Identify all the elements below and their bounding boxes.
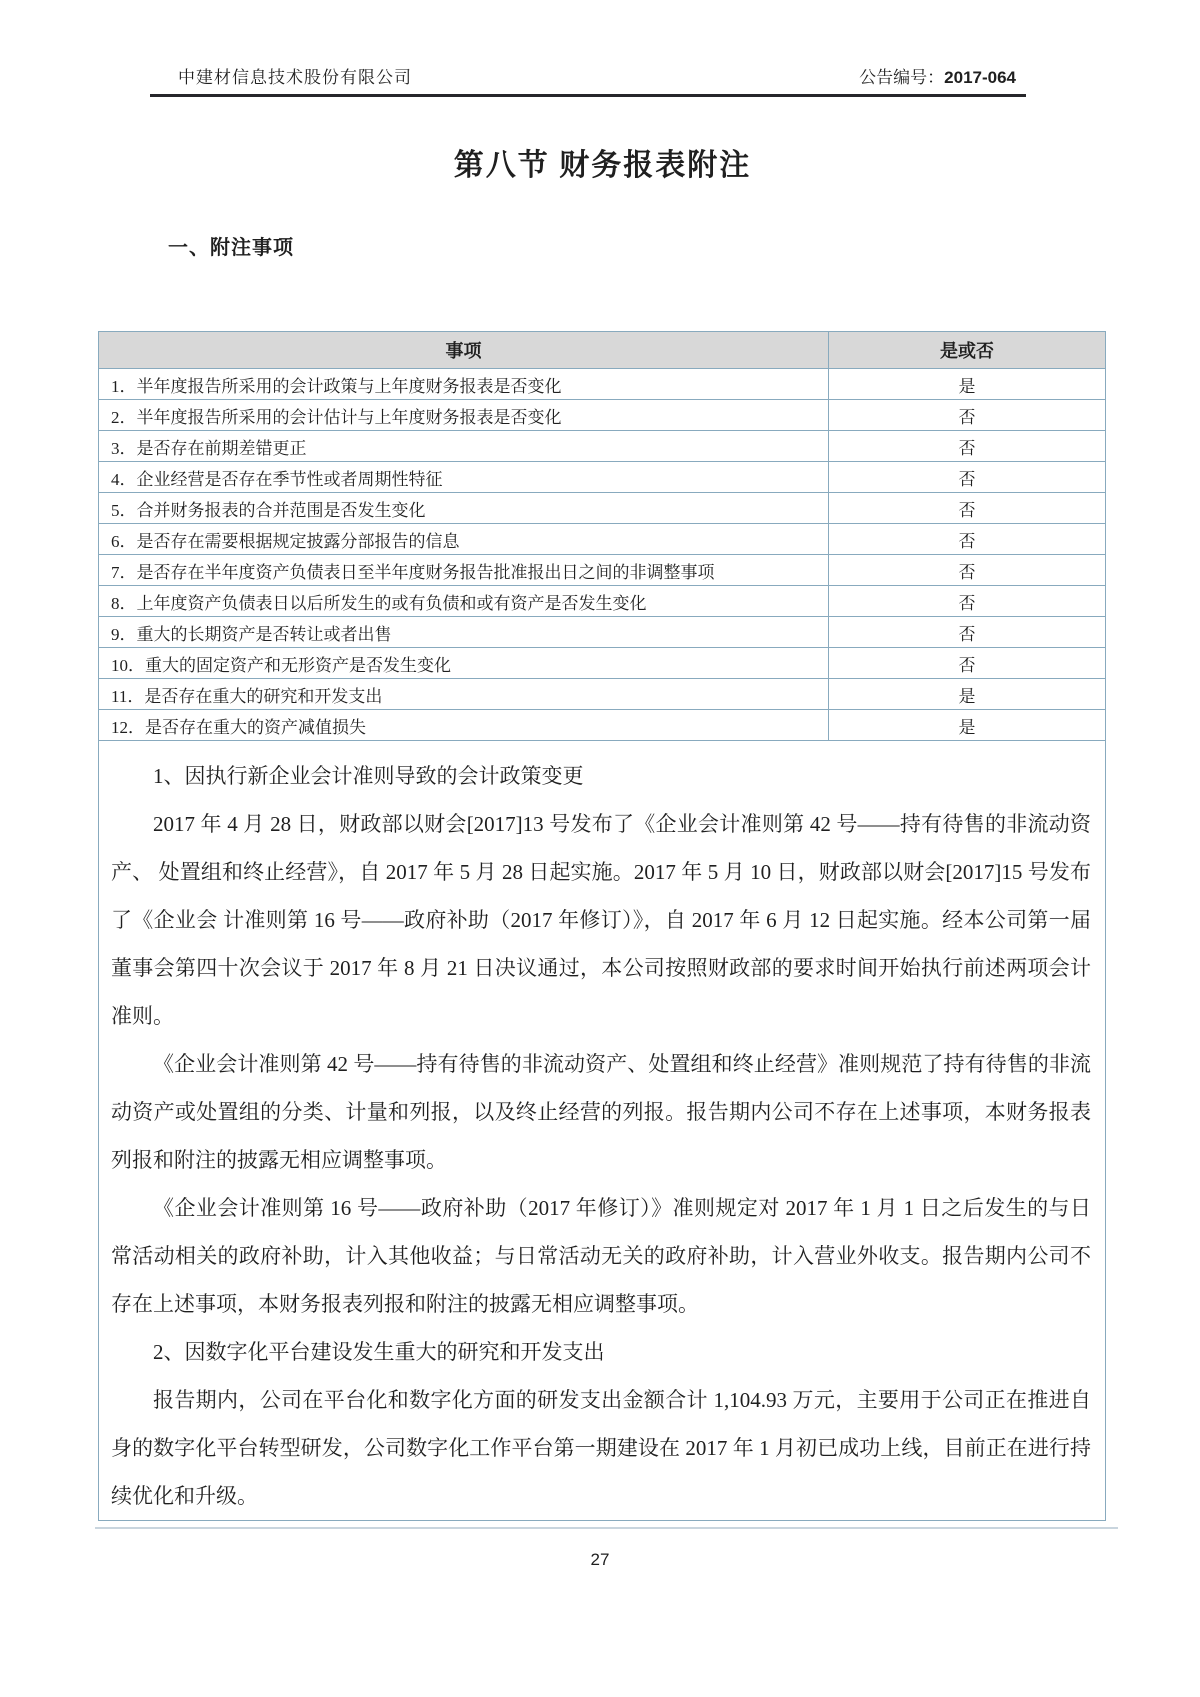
table-row (99, 648, 1106, 679)
answer-cell: 否 (829, 431, 1106, 462)
item-cell: 12．是否存在重大的资产减值损失 (99, 710, 829, 741)
table-row (99, 400, 1106, 431)
item-cell: 6．是否存在需要根据规定披露分部报告的信息 (99, 524, 829, 555)
answer-cell: 是 (829, 679, 1106, 710)
table-row (99, 710, 1106, 741)
table-row (99, 493, 1106, 524)
item-cell: 7．是否存在半年度资产负债表日至半年度财务报告批准报出日之间的非调整事项 (99, 555, 829, 586)
document-title: 第八节 财务报表附注 (453, 149, 752, 182)
page-number: 27 (590, 1550, 610, 1569)
answer-cell: 否 (829, 462, 1106, 493)
note-paragraph: 2017 年 4 月 28 日，财政部以财会[2017]13 号发布了《企业会计准则第 42 号——持有待售的非流动资产、 处置组和终止经营》，自 2017 年 5 月 28 日起实施。2017 年 5 月 10 日，财政部以财会[2017]15 号发布了《企业会 计准则第 16 号——政府补助（2017 年修订）》，自 2017 年 6 月 12 日起实施。经本公司第一届董事会第四十次会议于 2017 年 8 月 21 日决议通过，本公司按照财政部的要求时间开始执行前述两项会计准则。 (111, 812, 1091, 1028)
page-header (150, 60, 1026, 97)
announcement-value: 2017-064 (944, 68, 1016, 87)
item-cell: 4．企业经营是否存在季节性或者周期性特征 (99, 462, 829, 493)
note-paragraph: 《企业会计准则第 42 号——持有待售的非流动资产、处置组和终止经营》准则规范了持有待售的非流 动资产或处置组的分类、计量和列报，以及终止经营的列报。报告期内公司不存在上述事项，本财务报表列报和附注的披露无相应调整事项。 (111, 1052, 1091, 1172)
section-heading: 一、附注事项 (168, 237, 294, 259)
announcement-label: 公告编号： (859, 68, 945, 87)
company-name: 中建材信息技术股份有限公司 (178, 68, 412, 87)
note-paragraph: 《企业会计准则第 16 号——政府补助（2017 年修订）》准则规定对 2017 年 1 月 1 日之后发生的与日常活动相关的政府补助，计入其他收益；与日常活动无关的政府补助，计入营业外收支。报告期内公司不存在上述事项，本财务报表列报和附注的披露无相应调整事项。 (111, 1196, 1091, 1316)
answer-cell: 是 (829, 710, 1106, 741)
notes-cell (99, 741, 1106, 1521)
table-row (99, 555, 1106, 586)
answer-cell: 是 (829, 369, 1106, 400)
table-row (99, 431, 1106, 462)
table-row (99, 617, 1106, 648)
column-header-item: 事项 (99, 332, 829, 369)
table-row (99, 524, 1106, 555)
note-paragraph: 1、因执行新企业会计准则导致的会计政策变更 (153, 764, 584, 788)
answer-cell: 否 (829, 524, 1106, 555)
item-cell: 11．是否存在重大的研究和开发支出 (99, 679, 829, 710)
table-row (99, 369, 1106, 400)
note-paragraph: 2、因数字化平台建设发生重大的研究和开发支出 (153, 1340, 605, 1364)
table-row (99, 586, 1106, 617)
item-cell: 10．重大的固定资产和无形资产是否发生变化 (99, 648, 829, 679)
item-cell: 3．是否存在前期差错更正 (99, 431, 829, 462)
column-header-answer: 是或否 (829, 332, 1106, 369)
answer-cell: 否 (829, 648, 1106, 679)
item-cell: 8．上年度资产负债表日以后所发生的或有负债和或有资产是否发生变化 (99, 586, 829, 617)
item-cell: 1．半年度报告所采用的会计政策与上年度财务报表是否变化 (99, 369, 829, 400)
answer-cell: 否 (829, 617, 1106, 648)
table-header-row (99, 332, 1106, 369)
item-cell: 2．半年度报告所采用的会计估计与上年度财务报表是否变化 (99, 400, 829, 431)
footer-rule (95, 1527, 1118, 1529)
answer-cell: 否 (829, 586, 1106, 617)
answer-cell: 否 (829, 493, 1106, 524)
table-row (99, 462, 1106, 493)
item-cell: 5．合并财务报表的合并范围是否发生变化 (99, 493, 829, 524)
notes-table (98, 331, 1106, 1521)
answer-cell: 否 (829, 400, 1106, 431)
answer-cell: 否 (829, 555, 1106, 586)
announcement-number (859, 63, 1016, 88)
item-cell: 9．重大的长期资产是否转让或者出售 (99, 617, 829, 648)
note-paragraph: 报告期内，公司在平台化和数字化方面的研发支出金额合计 1,104.93 万元，主要用于公司正在推进自身的数字化平台转型研发，公司数字化工作平台第一期建设在 2017 年 1 月初已成功上线，目前正在进行持续优化和升级。 (111, 1388, 1091, 1508)
table-row (99, 679, 1106, 710)
notes-row (99, 741, 1106, 1521)
